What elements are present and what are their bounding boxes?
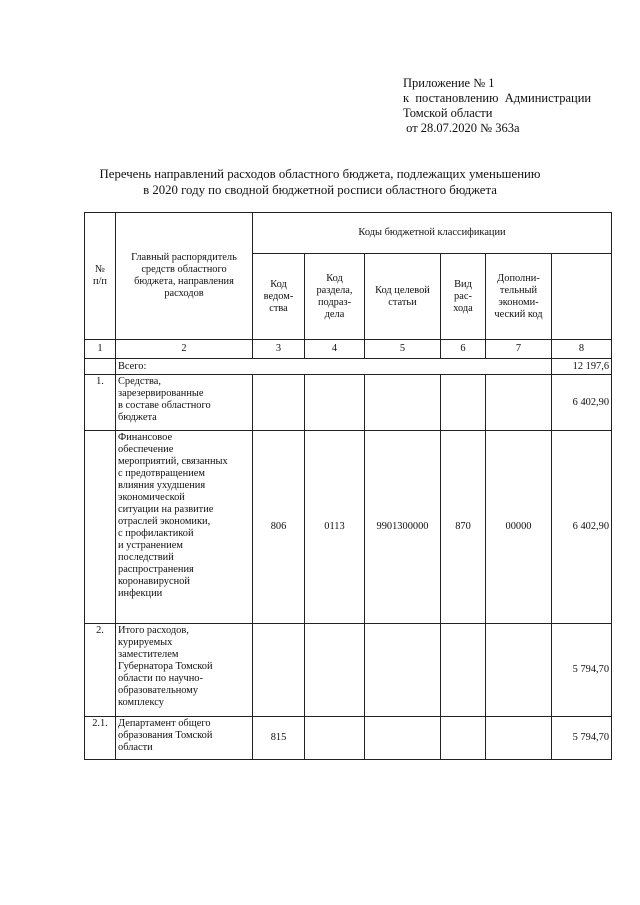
- row-econ-code: [486, 624, 552, 717]
- appendix-line: от 28.07.2020 № 363а: [403, 121, 520, 135]
- row-section-code: 0113: [305, 431, 365, 624]
- row-name: Департамент общего образования Томской области: [116, 717, 253, 760]
- column-number: 3: [253, 340, 305, 359]
- row-target-code: [365, 624, 441, 717]
- table-row: [85, 717, 612, 760]
- row-num: [85, 431, 116, 624]
- header-target-code: Код целевой статьи: [365, 254, 441, 340]
- row-expense-type: 870: [441, 431, 486, 624]
- row-target-code: 9901300000: [365, 431, 441, 624]
- total-sum: 12 197,6: [552, 359, 612, 375]
- total-label: Всего:: [116, 359, 552, 375]
- appendix-line: Приложение № 1: [403, 76, 495, 90]
- column-number: 5: [365, 340, 441, 359]
- row-section-code: [305, 375, 365, 431]
- row-num: 1.: [85, 375, 116, 431]
- column-number: 4: [305, 340, 365, 359]
- row-name: Средства, зарезервированные в составе областного бюджета: [116, 375, 253, 431]
- column-number: 7: [486, 340, 552, 359]
- row-section-code: [305, 717, 365, 760]
- table-row: [85, 624, 612, 717]
- row-num: 2.: [85, 624, 116, 717]
- appendix-block: [403, 76, 591, 136]
- row-expense-type: [441, 375, 486, 431]
- total-num-cell: [85, 359, 116, 375]
- row-name: Финансовое обеспечение мероприятий, связанных с предотвращением влияния ухудшения экономической ситуации на развитие отраслей экономики, с профилактикой и устранением последствий распространения коронавирусной инфекции: [116, 431, 253, 624]
- row-num: 2.1.: [85, 717, 116, 760]
- row-sum: 6 402,90: [552, 431, 612, 624]
- row-dept-code: [253, 624, 305, 717]
- column-number: 2: [116, 340, 253, 359]
- column-number: 1: [85, 340, 116, 359]
- title-line: Перечень направлений расходов областного бюджета, подлежащих уменьшению: [99, 167, 541, 181]
- budget-table: [84, 212, 612, 760]
- header-row: [85, 213, 612, 254]
- row-name: Итого расходов, курируемых заместителем Губернатора Томской области по научно- образовательному комплексу: [116, 624, 253, 717]
- table-row: [85, 431, 612, 624]
- header-econ-code: Дополни- тельный экономи- ческий код: [486, 254, 552, 340]
- row-target-code: [365, 375, 441, 431]
- table-row: [85, 375, 612, 431]
- row-expense-type: [441, 717, 486, 760]
- row-dept-code: [253, 375, 305, 431]
- header-num: № п/п: [85, 213, 116, 340]
- column-number: 8: [552, 340, 612, 359]
- header-section-code: Код раздела, подраз- дела: [305, 254, 365, 340]
- row-econ-code: [486, 717, 552, 760]
- row-dept-code: 815: [253, 717, 305, 760]
- total-row: [85, 359, 612, 375]
- row-econ-code: [486, 375, 552, 431]
- row-expense-type: [441, 624, 486, 717]
- column-numbers-row: [85, 340, 612, 359]
- row-dept-code: 806: [253, 431, 305, 624]
- appendix-line: к постановлению Администрации: [403, 91, 592, 105]
- row-target-code: [365, 717, 441, 760]
- header-dept-code: Код ведом- ства: [253, 254, 305, 340]
- document-title: [84, 166, 556, 198]
- appendix-line: Томской области: [403, 106, 493, 120]
- row-econ-code: 00000: [486, 431, 552, 624]
- header-expense-type: Вид рас- хода: [441, 254, 486, 340]
- row-sum: 6 402,90: [552, 375, 612, 431]
- column-number: 6: [441, 340, 486, 359]
- row-sum: 5 794,70: [552, 717, 612, 760]
- row-section-code: [305, 624, 365, 717]
- header-codes-group: Коды бюджетной классификации: [253, 213, 612, 254]
- row-sum: 5 794,70: [552, 624, 612, 717]
- title-line: в 2020 году по сводной бюджетной росписи областного бюджета: [143, 183, 497, 197]
- header-manager: Главный распорядитель средств областного бюджета, направления расходов: [116, 213, 253, 340]
